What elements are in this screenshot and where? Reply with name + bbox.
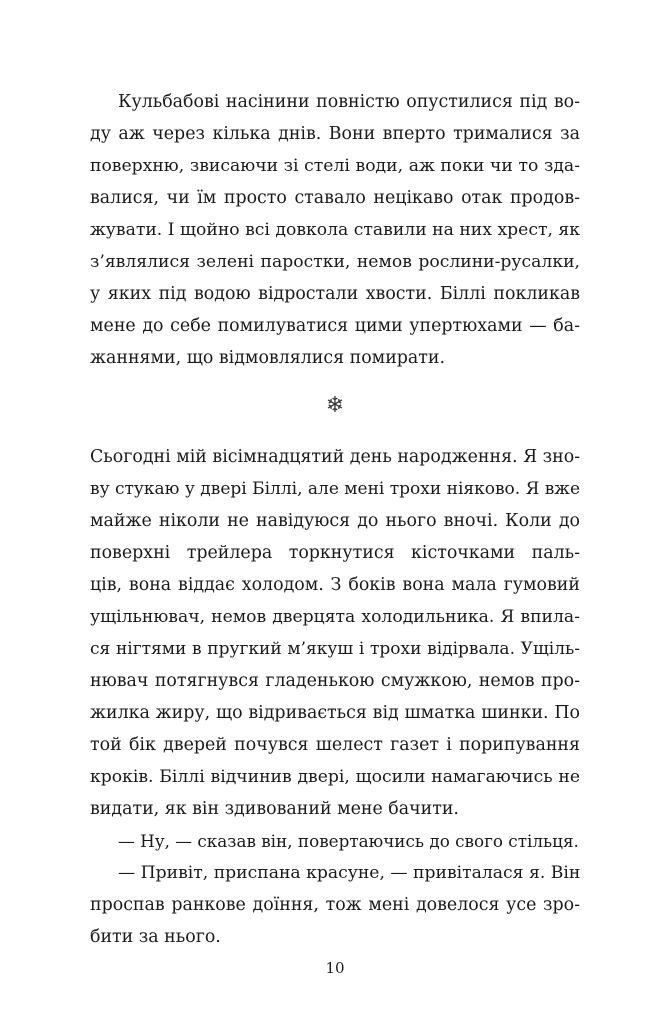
text-line: ся нігтями в пругкий м’якуш і трохи відірвала. Ущіль- xyxy=(90,639,580,659)
text-line: той бік дверей почувся шелест газет і порипування xyxy=(90,735,580,755)
text-line: бити за нього. xyxy=(90,927,221,947)
text-line: жилка жиру, що відривається від шматка шинки. По xyxy=(90,703,580,723)
snowflake-icon: ❄ xyxy=(325,393,345,418)
text-line: жаннями, що відмовлялися помирати. xyxy=(90,348,446,368)
text-line: кроків. Біллі відчинив двері, щосили намагаючись не xyxy=(90,767,580,787)
section-separator xyxy=(90,392,580,420)
text-line: проспав ранкове доїння, тож мені довелося усе зро- xyxy=(90,895,580,915)
text-line: майже ніколи не навідуюся до нього вночі. Коли до xyxy=(90,511,580,531)
text-line: мене до себе помилуватися цими упертюхами — ба- xyxy=(90,316,580,336)
text-line: ву стукаю у двері Біллі, але мені трохи ніяково. Я вже xyxy=(90,479,580,499)
text-line: — Привіт, приспана красуне, — привіталася я. Він xyxy=(118,863,581,883)
text-line: поверхню, звисаючи зі стелі води, аж поки чи то зда- xyxy=(90,156,580,176)
text-line: з’являлися зелені паростки, немов рослини-русалки, xyxy=(90,252,580,272)
text-line: ців, вона віддає холодом. З боків вона мала гумовий xyxy=(90,575,580,595)
text-line: жувати. І щойно всі довкола ставили на них хрест, як xyxy=(90,220,580,240)
text-line: ущільнювач, немов дверцята холодильника. Я впила- xyxy=(90,607,580,627)
text-line: поверхні трейлера торкнутися кісточками паль- xyxy=(90,543,580,563)
text-line: нювач потягнувся гладенькою смужкою, немов про- xyxy=(90,671,580,691)
text-line: валися, чи їм просто ставало нецікаво отак продов- xyxy=(90,188,580,208)
page-number: 10 xyxy=(325,959,345,977)
text-line: видати, як він здивований мене бачити. xyxy=(90,799,459,819)
text-line: у яких під водою відростали хвости. Біллі покликав xyxy=(90,284,580,304)
text-line: Сьогодні мій вісімнадцятий день народження. Я зно- xyxy=(90,447,581,467)
text-line: ду аж через кілька днів. Вони вперто трималися за xyxy=(90,124,580,144)
text-line: Кульбабові насінини повністю опустилися під во- xyxy=(118,92,580,112)
text-line: — Ну, — сказав він, повертаючись до свого стільця. xyxy=(118,831,579,851)
book-page xyxy=(90,0,580,1024)
